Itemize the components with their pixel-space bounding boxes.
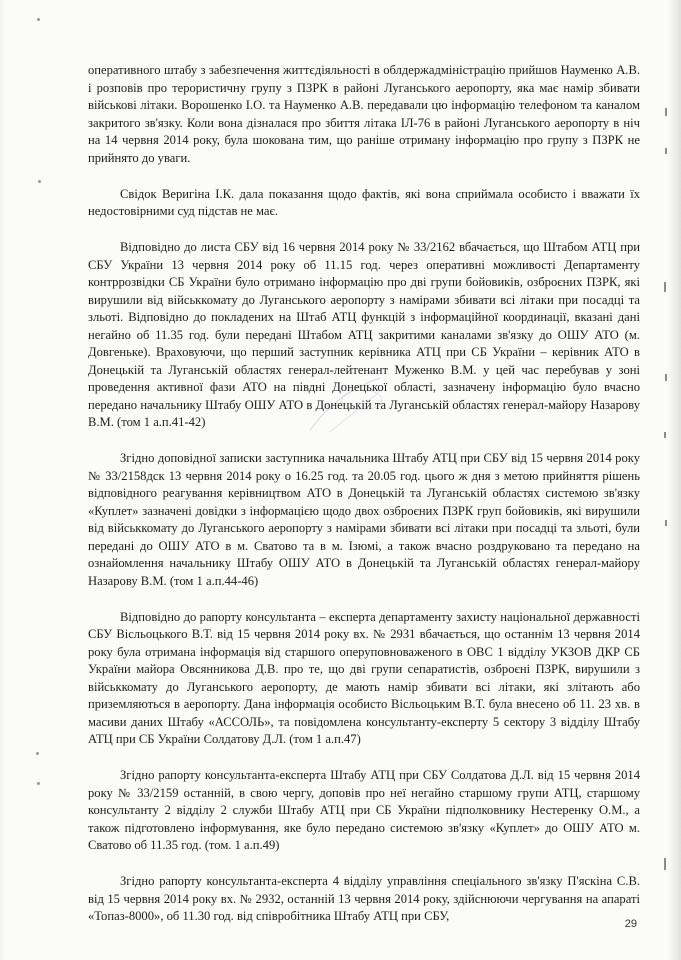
scan-right-edge	[667, 0, 681, 960]
paragraph-report-soldatov: Згідно рапорту консультанта-експерта Штабу АТЦ при СБУ Солдатова Д.Л. від 15 червня 2014 року № 33/2159 останній, в свою чергу, доповів про неї негайно старшому групи АТЦ, старшому консультанту 2 відділу 2 служби Штабу АТЦ при СБ України підполковнику Нестеренку О.М., а також підготовлено інформування, яке було передано системою зв'язку «Куплет» до ОШУ АТО м. Сватово об 11.35 год. (том. 1 а.п.49)	[88, 768, 640, 852]
paragraph-report-memo: Згідно доповідної записки заступника начальника Штабу АТЦ при СБУ від 15 червня 2014 року № 33/2158дск 13 червня 2014 року о 16.25 год. та 20.05 год. цього ж дня з метою прийняття рішень відповідного реагування керівництвом АТО в Донецькій та Луганській областях системою зв'язку «Куплет» зазначені довідки з інформацією щодо двох озброєних ПЗРК груп бойовиків, які вирушили від військкомату до Луганського аеропорту з намірами збивати всі літаки при посадці та зльоті, були передані до ОШУ АТО в м. Сватово та в м. Ізюмі, а також вчасно роздруковано та передано на ознайомлення начальнику Штабу ОШУ АТО в Донецькій та Луганській областях генерал-майору Назарову В.М. (том 1 а.п.44-46)	[88, 451, 640, 588]
paragraph-witness-verigina: Свідок Веригіна І.К. дала показання щодо фактів, які вона сприймала особисто і вважати їх недостовірними суд підстав не має.	[88, 186, 640, 218]
scan-speck	[37, 782, 40, 785]
scan-left-edge	[0, 0, 6, 960]
scan-edge-mark	[665, 108, 667, 116]
scan-edge-mark	[665, 520, 667, 526]
paragraph-report-pyaskin: Згідно рапорту консультанта-експерта 4 відділу управління спеціального зв'язку П'яскіна С.В. від 15 червня 2014 року вх. № 2932, останній 13 червня 2014 року, здійснюючи чергування на апараті «Топаз-8000», об 11.30 год. від співробітника Штабу АТЦ при СБУ,	[88, 874, 640, 923]
scan-edge-mark	[665, 148, 667, 154]
scan-speck	[38, 180, 41, 183]
scan-speck	[36, 752, 39, 755]
paragraph-report-vislotskyi: Відповідно до рапорту консультанта – експерта департаменту захисту національної державності СБУ Вісльоцького В.Т. від 15 червня 2014 року вх. № 2931 вбачається, що останнім 13 червня 2014 року була отримана інформація від старшого оперуповноваженого в ОВС 1 відділу УКЗОВ ДКР СБ України майора Овсянникова Д.В. про те, що дві групи сепаратистів, озброєні ПЗРК, вирушили з військкомату до Луганського аеропорту, де мають намір збивати всі літаки, які злітають або приземляються в аеропорту. Дана інформація особисто Вісльоцьким В.Т. була внесено об 11. 23 хв. в масиви даних Штабу «АССОЛЬ», та повідомлена консультанту-експерту 5 сектору 3 відділу Штабу АТЦ при СБ України Солдатову Д.Л. (том 1 а.п.47)	[88, 609, 640, 746]
scan-edge-mark	[664, 432, 666, 438]
paragraph-sbu-letter: Відповідно до листа СБУ від 16 червня 2014 року № 33/2162 вбачається, що Штабом АТЦ при СБУ України 13 червня 2014 року об 11.15 год. через оперативні можливості Департаменту контррозвідки СБ України було отримано інформацію про дві групи бойовиків, озброєних ПЗРК, які вирушили від військкомату до Луганського аеропорту з намірами збивати всі літаки при посадці та зльоті. Відповідно до покладених на Штаб АТЦ функцій з інформаційної координації, вказані дані негайно об 11.35 год. були передані Штабом АТЦ закритими каналами зв'язку до ОШУ АТО (м. Довгеньке). Враховуючи, що перший заступник керівника АТЦ при СБ України – керівник АТО в Донецькій та Луганській областях генерал-лейтенант Муженко В.М. у цей час перебував у зоні проведення активної фази АТО на півдні Донецької області, зазначену інформацію було вчасно передано начальнику Штабу ОШУ АТО в Донецькій та Луганській областях генерал-майору Назарову В.М. (том 1 а.п.41-42)	[88, 240, 640, 429]
scan-edge-mark	[664, 858, 666, 870]
scan-edge-mark	[665, 374, 667, 381]
page-number: 29	[624, 918, 637, 930]
scan-speck	[37, 18, 40, 21]
paragraph-continuation: оперативного штабу з забезпечення життєдіяльності в облдержадміністрацію прийшов Науменко А.В. і розповів про терористичну групу з ПЗРК в районі Луганського аеропорту, яка має намір збивати військові літаки. Ворошенко І.О. та Науменко А.В. передавали цю інформацію телефоном та каналом закритого зв'язку. Коли вона дізналася про збиття літака ІЛ-76 в районі Луганського аеропорту в ніч на 14 червня 2014 року, була шокована тим, що раніше отриману інформацію про групу з ПЗРК не прийнято до уваги.	[88, 63, 640, 165]
scan-edge-mark	[664, 282, 666, 292]
document-body	[88, 62, 640, 944]
